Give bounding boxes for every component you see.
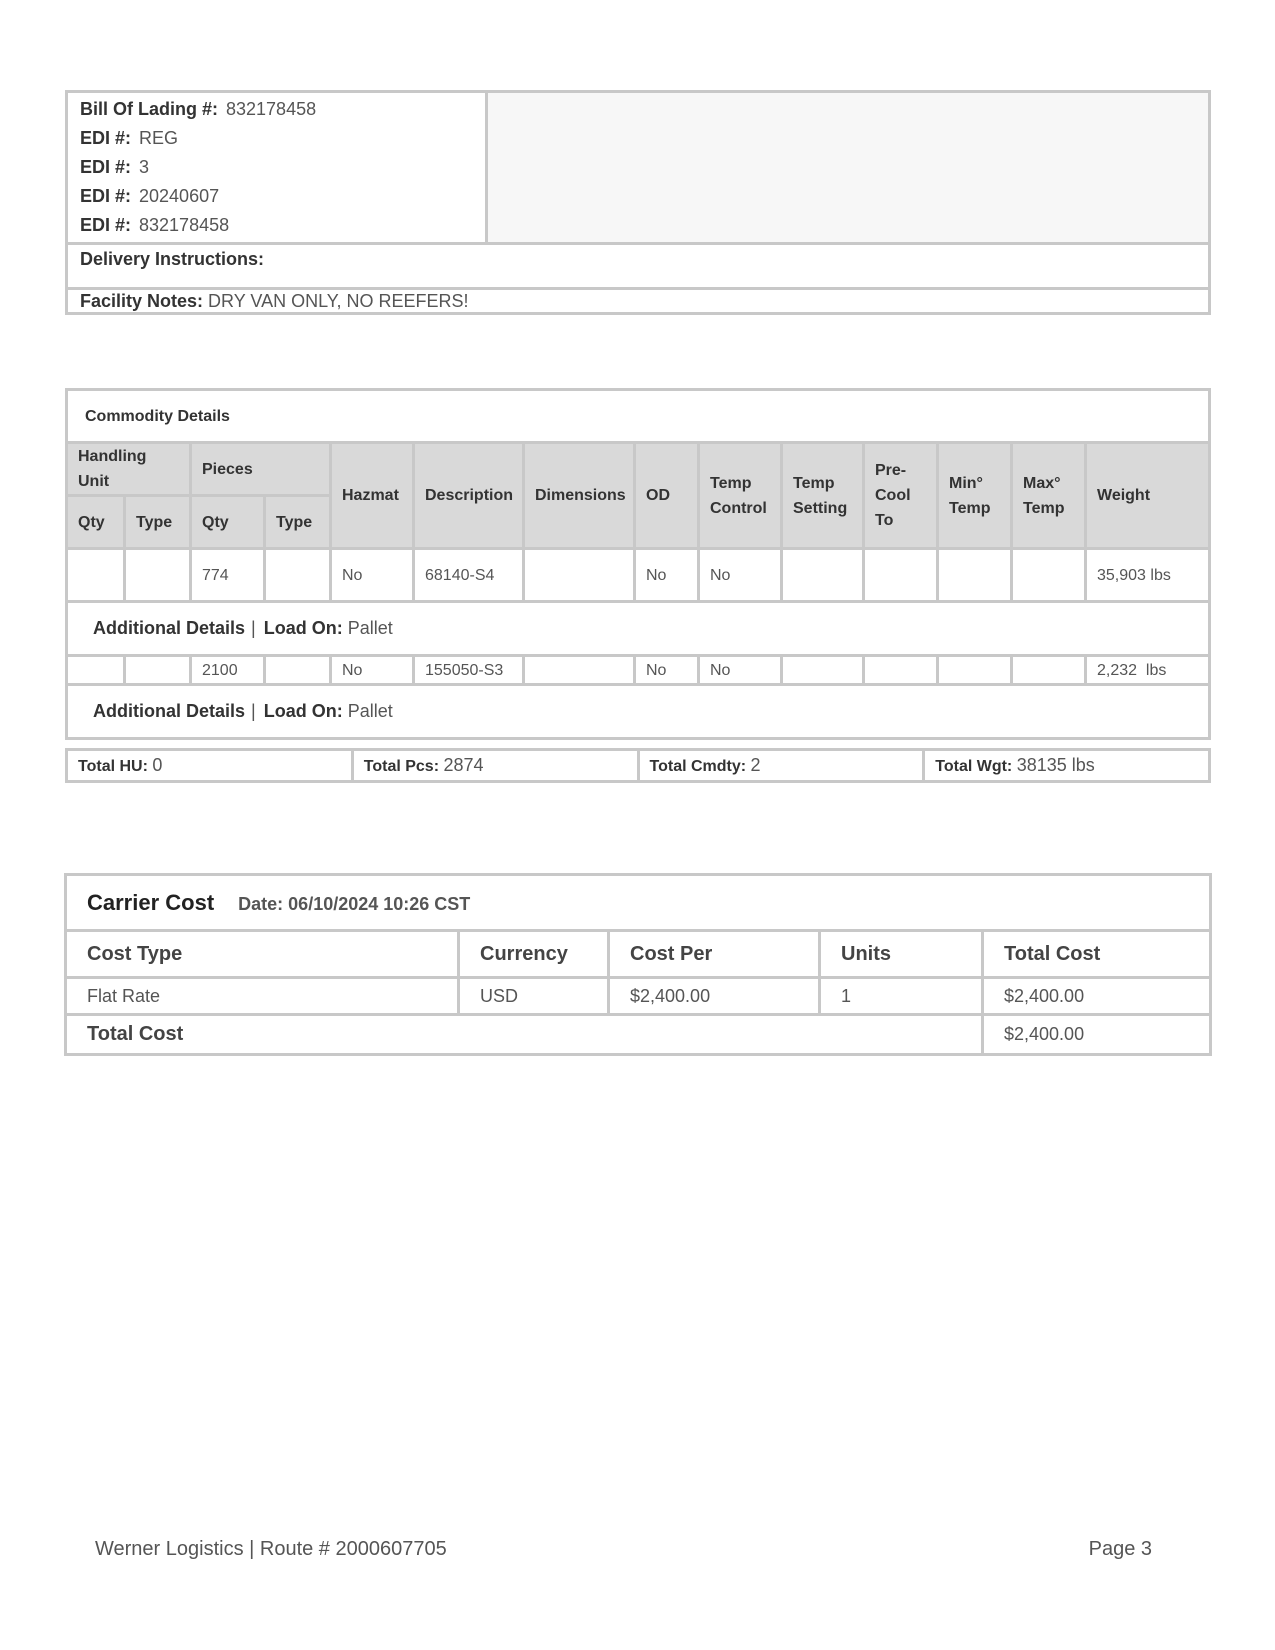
max-temp-cell [1012, 656, 1086, 685]
pc-type-cell [265, 549, 331, 602]
hu-type-cell [125, 549, 191, 602]
delivery-instructions [67, 244, 1210, 289]
total-wgt-label: Total Wgt: [935, 758, 1013, 775]
total-hu [67, 750, 353, 782]
hu-qty-cell [67, 656, 125, 685]
commodity-details-title: Commodity Details [67, 390, 1210, 443]
page-number: Page 3 [1088, 1538, 1152, 1560]
total-pcs-label: Total Pcs: [363, 758, 440, 775]
table-row [67, 549, 1210, 602]
pieces-header: Pieces [191, 443, 331, 496]
edi-value: 20240607 [139, 186, 220, 206]
edi-label: EDI #: [80, 186, 132, 206]
pc-qty-cell: 2100 [191, 656, 265, 685]
total-cost-label-cell [66, 1015, 983, 1055]
hu-qty-header: Qty [67, 496, 125, 549]
carrier-cost-date: Date: 06/10/2024 10:26 CST [238, 893, 471, 914]
facility-notes-value: DRY VAN ONLY, NO REEFERS! [208, 291, 469, 311]
total-cmdty-value: 2 [750, 755, 761, 775]
additional-details-label: Additional Details [93, 618, 246, 638]
total-wgt-value: 38135 lbs [1016, 755, 1095, 775]
temp-control-cell: No [699, 656, 782, 685]
pc-type-header: Type [265, 496, 331, 549]
delivery-instructions-label: Delivery Instructions: [80, 249, 265, 269]
footer-route: Werner Logistics | Route # 2000607705 [95, 1538, 447, 1560]
total-hu-value: 0 [152, 755, 163, 775]
hu-type-header: Type [125, 496, 191, 549]
total-cmdty-label: Total Cmdty: [649, 758, 747, 775]
edi-value: 3 [139, 157, 150, 177]
total-hu-label: Total HU: [78, 758, 148, 775]
carrier-cost-title: Carrier Cost [87, 889, 215, 915]
cost-per-cell: $2,400.00 [609, 978, 820, 1015]
bol-value: 832178458 [226, 99, 317, 119]
bol-blank-panel [487, 92, 1210, 244]
bol-info-table [65, 90, 1211, 315]
carrier-cost-header [66, 875, 1211, 931]
edi-label: EDI #: [80, 157, 132, 177]
total-cost-value: $2,400.00 [983, 1015, 1211, 1055]
currency-header: Currency [459, 931, 609, 978]
bol-edi-cell [67, 92, 487, 244]
hazmat-cell: No [331, 549, 414, 602]
edi-label: EDI #: [80, 215, 132, 235]
table-row [66, 978, 1211, 1015]
separator: | [251, 618, 256, 638]
dimensions-cell [524, 656, 635, 685]
description-cell: 155050-S3 [414, 656, 524, 685]
cost-per-header: Cost Per [609, 931, 820, 978]
currency-cell: USD [459, 978, 609, 1015]
od-cell: No [635, 549, 699, 602]
description-header: Description [414, 443, 524, 549]
additional-details-label: Additional Details [93, 701, 246, 721]
temp-control-cell: No [699, 549, 782, 602]
load-on-value: Pallet [347, 701, 393, 721]
carrier-cost-table [64, 873, 1212, 1056]
description-cell: 68140-S4 [414, 549, 524, 602]
min-temp-cell [938, 549, 1012, 602]
temp-setting-cell [782, 549, 864, 602]
commodity-totals [65, 748, 1211, 783]
units-cell: 1 [820, 978, 983, 1015]
table-row [67, 656, 1210, 685]
temp-setting-header: Temp Setting [782, 443, 864, 549]
units-header: Units [820, 931, 983, 978]
edi-value: REG [139, 128, 179, 148]
load-on-label: Load On: [263, 618, 343, 638]
commodity-details-table [65, 388, 1211, 740]
hu-qty-cell [67, 549, 125, 602]
facility-notes-label: Facility Notes: [80, 291, 204, 311]
total-pcs-value: 2874 [443, 755, 484, 775]
hazmat-cell: No [331, 656, 414, 685]
od-cell: No [635, 656, 699, 685]
pc-qty-cell: 774 [191, 549, 265, 602]
cost-type-cell: Flat Rate [66, 978, 459, 1015]
total-cost-cell: $2,400.00 [983, 978, 1211, 1015]
weight-header: Weight [1086, 443, 1210, 549]
cost-type-header: Cost Type [66, 931, 459, 978]
hazmat-header: Hazmat [331, 443, 414, 549]
bill-of-lading-line [80, 95, 473, 124]
total-cost-label: Total Cost [87, 1023, 184, 1045]
load-on-value: Pallet [347, 618, 393, 638]
handling-unit-header: Handling Unit [67, 443, 191, 496]
bol-label: Bill Of Lading #: [80, 99, 218, 119]
additional-details-row [67, 602, 1210, 656]
total-pcs [352, 750, 638, 782]
facility-notes [67, 289, 1210, 314]
max-temp-cell [1012, 549, 1086, 602]
dimensions-cell [524, 549, 635, 602]
min-temp-header: Min° Temp [938, 443, 1012, 549]
min-temp-cell [938, 656, 1012, 685]
edi-line [80, 182, 473, 211]
edi-value: 832178458 [139, 215, 230, 235]
load-on-label: Load On: [263, 701, 343, 721]
od-header: OD [635, 443, 699, 549]
pc-type-cell [265, 656, 331, 685]
total-cost-header: Total Cost [983, 931, 1211, 978]
max-temp-header: Max° Temp [1012, 443, 1086, 549]
separator: | [251, 701, 256, 721]
total-cmdty [638, 750, 924, 782]
edi-line [80, 124, 473, 153]
temp-control-header: Temp Control [699, 443, 782, 549]
edi-line [80, 211, 473, 240]
total-cost-row [66, 1015, 1211, 1055]
edi-label: EDI #: [80, 128, 132, 148]
temp-setting-cell [782, 656, 864, 685]
total-wgt [924, 750, 1210, 782]
weight-cell: 35,903 lbs [1086, 549, 1210, 602]
precool-cell [864, 549, 938, 602]
edi-line [80, 153, 473, 182]
pc-qty-header: Qty [191, 496, 265, 549]
dimensions-header: Dimensions [524, 443, 635, 549]
precool-header: Pre-Cool To [864, 443, 938, 549]
additional-details-row [67, 685, 1210, 739]
weight-cell: 2,232 lbs [1086, 656, 1210, 685]
hu-type-cell [125, 656, 191, 685]
precool-cell [864, 656, 938, 685]
